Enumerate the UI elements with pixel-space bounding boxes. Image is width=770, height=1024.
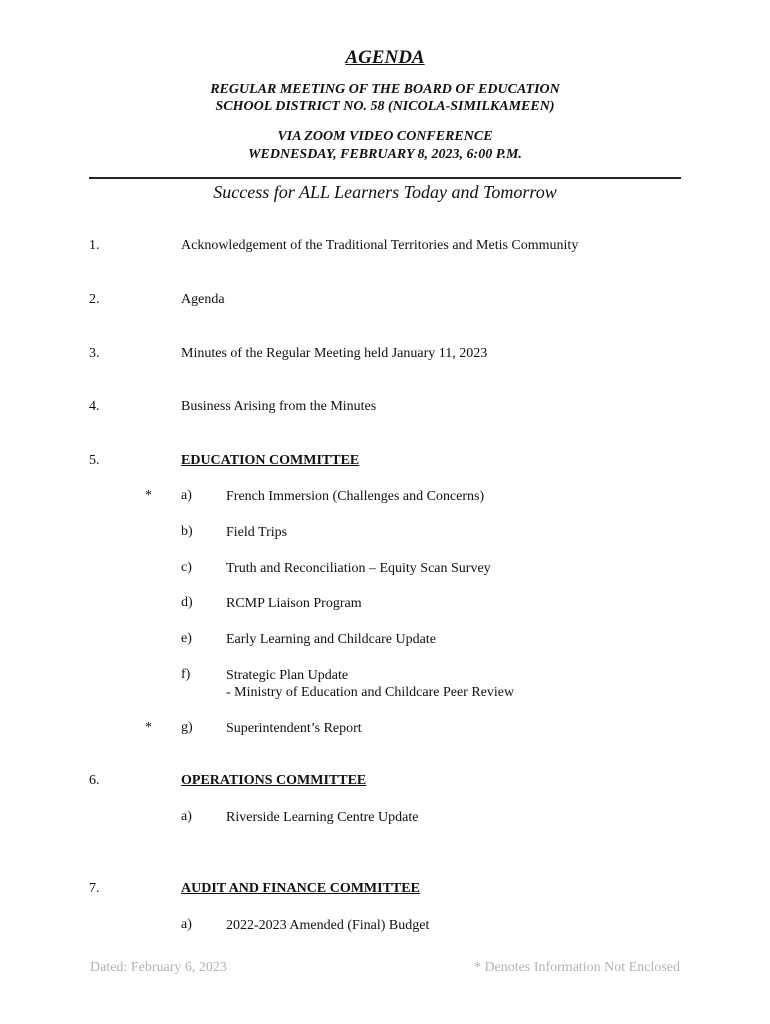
subitem-letter: a)	[181, 917, 192, 932]
agenda-item-business-arising: Business Arising from the Minutes	[181, 399, 377, 414]
not-enclosed-marker: *	[145, 720, 152, 735]
meeting-title: REGULAR MEETING OF THE BOARD OF EDUCATION	[210, 82, 560, 97]
subitem-letter: c)	[181, 560, 192, 575]
item-number: 2.	[89, 292, 100, 307]
header-divider	[89, 177, 681, 179]
item-number: 1.	[89, 238, 100, 253]
subitem-early-learning: Early Learning and Childcare Update	[226, 632, 436, 647]
subitem-letter: g)	[181, 720, 193, 735]
agenda-item-acknowledgement: Acknowledgement of the Traditional Territories and Metis Community	[181, 238, 579, 253]
audit-finance-committee-heading: AUDIT AND FINANCE COMMITTEE	[181, 881, 420, 896]
item-number: 3.	[89, 346, 100, 361]
subitem-letter: e)	[181, 631, 192, 646]
item-number: 4.	[89, 399, 100, 414]
subitem-peer-review: - Ministry of Education and Childcare Peer Review	[226, 685, 515, 700]
subitem-amended-budget: 2022-2023 Amended (Final) Budget	[226, 918, 430, 933]
subitem-letter: d)	[181, 595, 193, 610]
subitem-letter: f)	[181, 667, 191, 682]
subitem-letter: b)	[181, 524, 193, 539]
subitem-rcmp-liaison: RCMP Liaison Program	[226, 596, 362, 611]
meeting-venue: VIA ZOOM VIDEO CONFERENCE	[277, 129, 493, 144]
subitem-truth-reconciliation: Truth and Reconciliation – Equity Scan Survey	[226, 561, 491, 576]
operations-committee-heading: OPERATIONS COMMITTEE	[181, 773, 367, 788]
district-motto: Success for ALL Learners Today and Tomorrow	[213, 182, 557, 202]
item-number: 7.	[89, 881, 100, 896]
agenda-item-agenda: Agenda	[181, 292, 225, 307]
district-name: SCHOOL DISTRICT NO. 58 (NICOLA-SIMILKAMEEN)	[215, 99, 555, 114]
subitem-french-immersion: French Immersion (Challenges and Concerns)	[226, 489, 485, 504]
item-number: 5.	[89, 453, 100, 468]
education-committee-heading: EDUCATION COMMITTEE	[181, 453, 360, 468]
subitem-field-trips: Field Trips	[226, 525, 288, 540]
footer-dated: Dated: February 6, 2023	[90, 960, 227, 975]
footer-not-enclosed-note: * Denotes Information Not Enclosed	[473, 960, 680, 975]
subitem-letter: a)	[181, 488, 192, 503]
agenda-item-minutes: Minutes of the Regular Meeting held January 11, 2023	[181, 346, 488, 361]
subitem-riverside-learning: Riverside Learning Centre Update	[226, 810, 419, 825]
meeting-datetime: WEDNESDAY, FEBRUARY 8, 2023, 6:00 P.M.	[248, 147, 522, 162]
subitem-superintendent-report: Superintendent’s Report	[226, 721, 362, 736]
subitem-strategic-plan: Strategic Plan Update	[226, 668, 349, 683]
not-enclosed-marker: *	[145, 488, 152, 503]
item-number: 6.	[89, 773, 100, 788]
subitem-letter: a)	[181, 809, 192, 824]
agenda-title: AGENDA	[345, 47, 425, 68]
